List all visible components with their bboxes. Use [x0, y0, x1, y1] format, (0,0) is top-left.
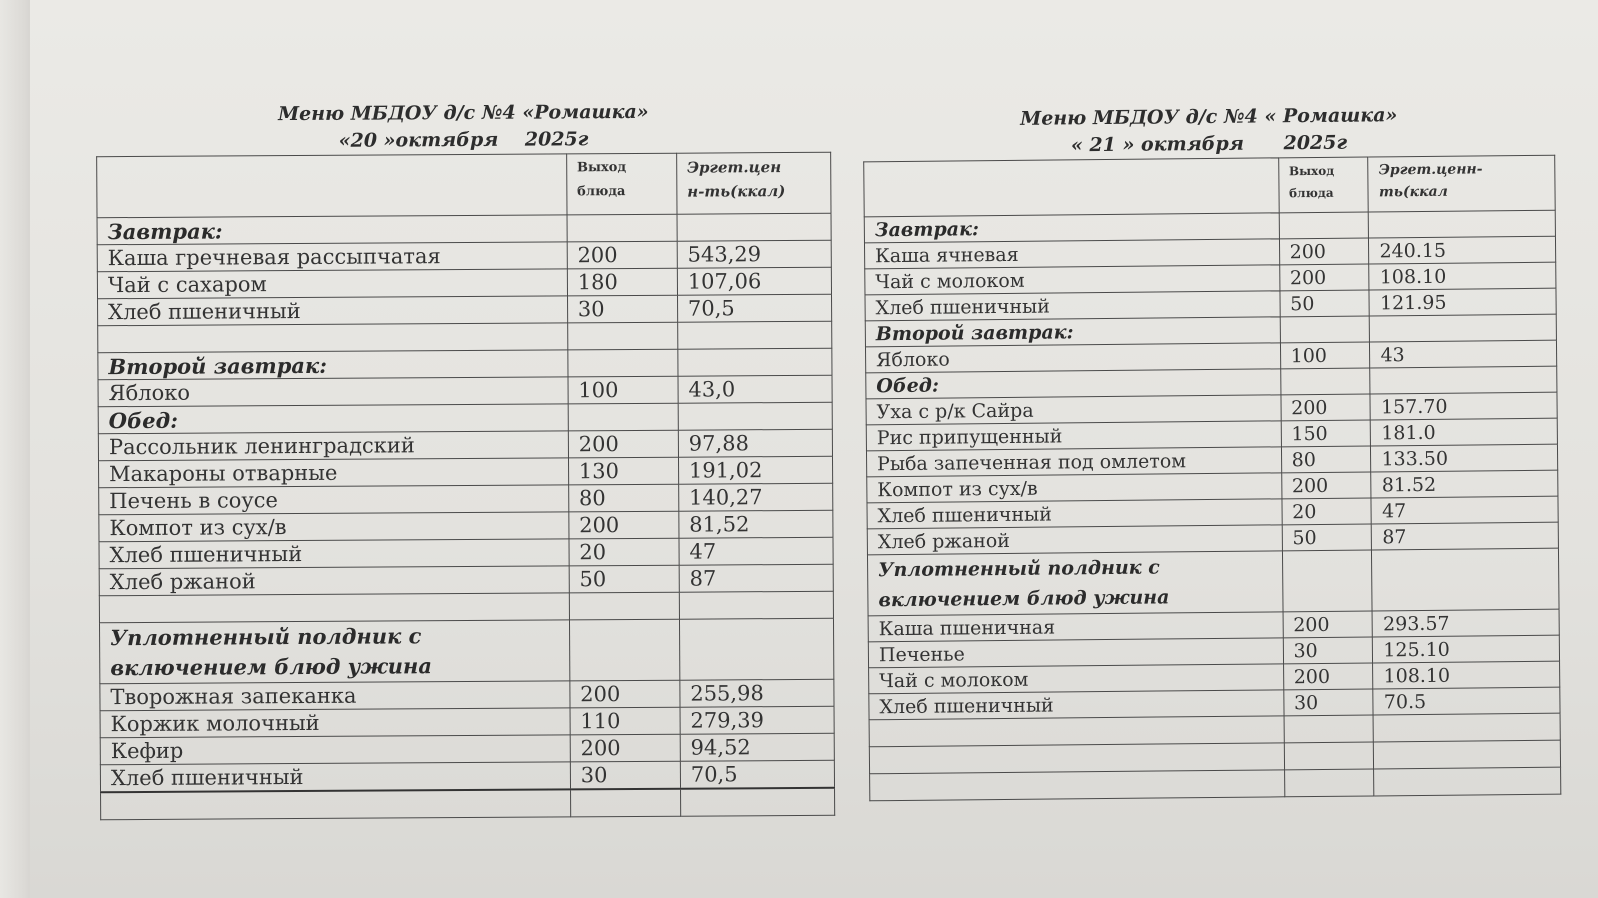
header-dish-cell: [97, 154, 567, 218]
dish-output: 200: [570, 734, 680, 762]
menu-table: [96, 152, 835, 820]
empty-cell: [1372, 548, 1559, 611]
empty-cell: [869, 716, 1284, 747]
dish-kcal: 121.95: [1369, 288, 1556, 316]
dish-name: Каша ячневая: [864, 239, 1279, 269]
empty-cell: [870, 770, 1285, 801]
section-title: Уплотненный полдник с включением блюд ужина: [99, 620, 569, 684]
dish-kcal: 157.70: [1370, 392, 1557, 420]
dish-output: 200: [1283, 663, 1373, 690]
empty-cell: [678, 402, 832, 430]
section-title: Обед:: [98, 404, 568, 434]
dish-output: 200: [1281, 394, 1371, 421]
dish-output: 50: [1280, 290, 1370, 317]
empty-cell: [1279, 212, 1369, 239]
empty-cell: [568, 403, 678, 431]
empty-cell: [679, 618, 834, 680]
empty-cell: [1284, 742, 1374, 770]
empty-cell: [1373, 713, 1560, 742]
dish-name: Хлеб ржаной: [867, 525, 1282, 555]
menu-table-body: [864, 155, 1561, 801]
empty-cell: [1280, 368, 1370, 395]
dish-kcal: 81.52: [1371, 470, 1558, 498]
menu-oct-20: [96, 98, 835, 820]
dish-output: 200: [569, 511, 679, 539]
dish-kcal: 70,5: [677, 294, 831, 322]
empty-cell: [1284, 715, 1374, 743]
dish-output: 200: [1281, 472, 1371, 499]
header-row: [97, 152, 831, 217]
empty-cell: [1374, 767, 1561, 796]
header-energy: Эргет.ценн- ть(ккал: [1368, 155, 1555, 212]
header-row: [864, 155, 1555, 217]
empty-cell: [569, 619, 679, 681]
dish-output: 200: [568, 430, 678, 458]
menu-table: [863, 155, 1561, 802]
dish-output: 100: [568, 376, 678, 404]
empty-cell: [1284, 769, 1374, 797]
empty-cell: [678, 348, 832, 376]
dish-output: 200: [567, 241, 677, 269]
empty-cell: [679, 591, 833, 619]
dish-name: Хлеб пшеничный: [100, 762, 570, 792]
dish-output: 80: [1281, 446, 1371, 473]
section-title: Уплотненный полдник с включением блюд ужина: [867, 551, 1282, 616]
dish-kcal: 43,0: [678, 375, 832, 403]
dish-output: 20: [569, 538, 679, 566]
dish-kcal: 191,02: [678, 456, 832, 484]
header-dish-cell: [864, 158, 1279, 217]
dish-name: Хлеб пшеничный: [99, 539, 569, 569]
dish-output: 180: [567, 268, 677, 296]
dish-output: 110: [570, 707, 680, 735]
section-title: Второй завтрак:: [865, 317, 1280, 347]
dish-name: Каша пшеничная: [868, 612, 1283, 642]
dish-kcal: 293.57: [1372, 609, 1559, 637]
dish-name: Хлеб пшеничный: [865, 291, 1280, 321]
dish-name: Рыба запеченная под омлетом: [866, 447, 1281, 477]
dish-kcal: 140,27: [679, 483, 833, 511]
empty-cell: [99, 593, 569, 623]
empty-cell: [1370, 314, 1557, 342]
dish-kcal: 94,52: [680, 733, 834, 761]
dish-kcal: 81,52: [679, 510, 833, 538]
dish-name: Компот из сух/в: [99, 512, 569, 542]
dish-name: Уха с р/к Сайра: [866, 395, 1281, 425]
dish-output: 200: [1279, 238, 1369, 265]
dish-kcal: 240.15: [1369, 236, 1556, 264]
dish-kcal: 255,98: [680, 679, 834, 707]
empty-cell: [1369, 210, 1556, 238]
dish-name: Яблоко: [98, 377, 568, 407]
dish-name: Каша гречневая рассыпчатая: [97, 242, 567, 272]
dish-output: 200: [570, 680, 680, 708]
empty-cell: [570, 789, 680, 817]
dish-kcal: 133.50: [1371, 444, 1558, 472]
dish-output: 200: [1283, 611, 1373, 638]
header-energy: Эргет.цен н-ть(ккал): [676, 152, 831, 214]
dish-kcal: 87: [679, 564, 833, 592]
empty-cell: [1374, 740, 1561, 769]
dish-name: Хлеб ржаной: [99, 566, 569, 596]
dish-name: Рис припущенный: [866, 421, 1281, 451]
dish-name: Чай с молоком: [869, 664, 1284, 694]
dish-kcal: 43: [1370, 340, 1557, 368]
section-row: [867, 548, 1559, 616]
dish-output: 50: [1282, 524, 1372, 551]
dish-kcal: 70.5: [1373, 687, 1560, 715]
empty-cell: [869, 743, 1284, 774]
menu-title: Меню МБДОУ д/с №4 « Ромашка»: [1020, 104, 1398, 130]
dish-kcal: 543,29: [677, 240, 831, 268]
dish-output: 100: [1280, 342, 1370, 369]
dish-kcal: 181.0: [1371, 418, 1558, 446]
dish-name: Компот из сух/в: [867, 473, 1282, 503]
dish-name: Яблоко: [865, 343, 1280, 373]
dish-kcal: 47: [1371, 496, 1558, 524]
empty-cell: [1280, 316, 1370, 343]
dish-kcal: 87: [1372, 522, 1559, 550]
section-row: [99, 618, 833, 683]
dish-name: Коржик молочный: [100, 708, 570, 738]
dish-kcal: 108.10: [1373, 661, 1560, 689]
dish-kcal: 97,88: [678, 429, 832, 457]
dish-output: 30: [1283, 689, 1373, 716]
empty-cell: [1370, 366, 1557, 394]
dish-output: 130: [568, 457, 678, 485]
empty-cell: [677, 213, 831, 241]
empty-cell: [1282, 550, 1372, 612]
dish-output: 30: [570, 761, 680, 789]
menu-table-body: [97, 152, 835, 819]
dish-name: Печенье: [868, 638, 1283, 668]
dish-name: Хлеб пшеничный: [98, 296, 568, 326]
empty-cell: [98, 323, 568, 353]
dish-output: 200: [1279, 264, 1369, 291]
dish-output: 30: [1283, 637, 1373, 664]
empty-cell: [569, 592, 679, 620]
dish-output: 20: [1282, 498, 1372, 525]
dish-kcal: 107,06: [677, 267, 831, 295]
section-title: Второй завтрак:: [98, 350, 568, 380]
dish-output: 80: [568, 484, 678, 512]
dish-kcal: 47: [679, 537, 833, 565]
empty-row: [101, 788, 835, 820]
dish-kcal: 125.10: [1373, 635, 1560, 663]
dish-name: Творожная запеканка: [100, 681, 570, 711]
dish-kcal: 108.10: [1369, 262, 1556, 290]
section-title: Обед:: [866, 369, 1281, 399]
header-output: Выход блюда: [1278, 157, 1368, 213]
empty-cell: [568, 349, 678, 377]
menu-date: «20 »октября 2025г: [338, 128, 589, 152]
section-title: Завтрак:: [864, 213, 1279, 243]
header-output: Выход блюда: [566, 153, 676, 215]
empty-cell: [678, 321, 832, 349]
empty-cell: [101, 789, 571, 819]
dish-name: Печень в соусе: [99, 485, 569, 515]
empty-cell: [680, 788, 834, 816]
dish-name: Рассольник ленинградский: [98, 431, 568, 461]
menu-oct-21: [863, 101, 1562, 802]
dish-name: Чай с молоком: [865, 265, 1280, 295]
menu-date: « 21 » октября 2025г: [1070, 131, 1348, 157]
dish-name: Кефир: [100, 735, 570, 765]
dish-output: 50: [569, 565, 679, 593]
dish-kcal: 279,39: [680, 706, 834, 734]
dish-output: 30: [567, 295, 677, 323]
dish-kcal: 70,5: [680, 760, 834, 788]
empty-cell: [567, 322, 677, 350]
dish-name: Чай с сахаром: [97, 269, 567, 299]
empty-cell: [567, 214, 677, 242]
dish-name: Макароны отварные: [99, 458, 569, 488]
dish-name: Хлеб пшеничный: [867, 499, 1282, 529]
dish-name: Хлеб пшеничный: [869, 690, 1284, 720]
section-title: Завтрак:: [97, 215, 567, 245]
menu-title: Меню МБДОУ д/с №4 «Ромашка»: [278, 100, 649, 126]
dish-output: 150: [1281, 420, 1371, 447]
